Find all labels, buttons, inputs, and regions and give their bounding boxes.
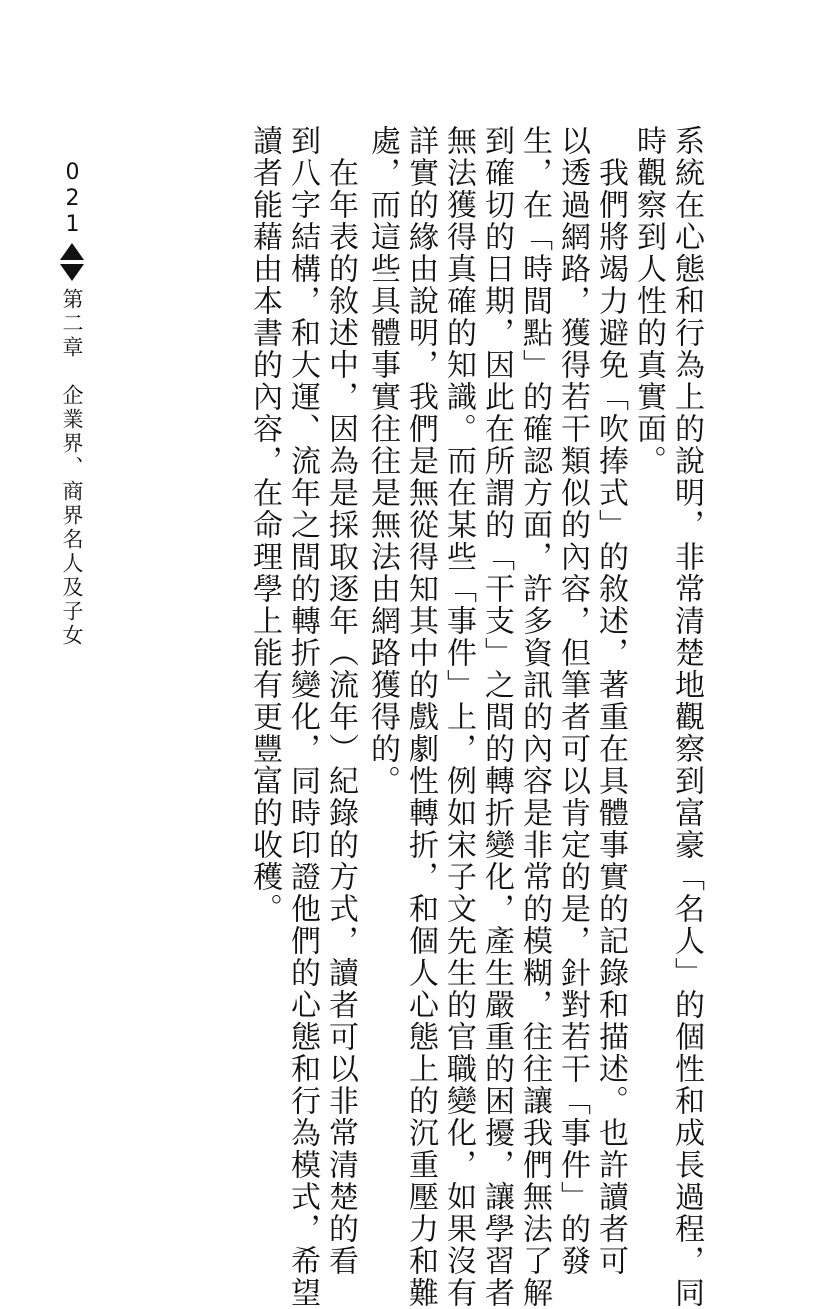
text-column-9: 處，而這些具體事實往往是無法由網路獲得的。 xyxy=(365,125,400,797)
text-column-6: 到確切的日期，因此在所謂的「干支」之間的轉折變化，產生嚴重的困擾，讓學習者 xyxy=(479,125,514,1309)
chapter-title: 第二章 企業界、商界名人及子女 xyxy=(60,288,84,648)
text-column-5: 生，在「時間點」的確認方面，許多資訊的內容是非常的模糊，往往讓我們無法了解 xyxy=(517,125,552,1309)
text-column-7: 無法獲得真確的知識。而在某些「事件」上，例如宋子文先生的官職變化，如果沒有 xyxy=(441,125,476,1309)
text-column-10: 在年表的敘述中，因為是採取逐年（流年）紀錄的方式，讀者可以非常清楚的看 xyxy=(323,125,358,1277)
text-column-8: 詳實的緣由說明，我們是無從得知其中的戲劇性轉折，和個人心態上的沉重壓力和難 xyxy=(403,125,438,1309)
text-column-11: 到八字結構，和大運、流年之間的轉折變化，同時印證他們的心態和行為模式，希望 xyxy=(285,125,320,1309)
text-column-4: 以透過網路，獲得若干類似的內容，但筆者可以肯定的是，針對若干「事件」的發 xyxy=(555,125,590,1277)
diamond-arrow-icon xyxy=(58,242,86,282)
text-column-1: 系統在心態和行為上的說明，非常清楚地觀察到富豪「名人」的個性和成長過程，同 xyxy=(669,125,704,1309)
text-column-2: 時觀察到人性的真實面。 xyxy=(631,125,666,477)
text-column-12: 讀者能藉由本書的內容，在命理學上能有更豐富的收穫。 xyxy=(247,125,282,925)
text-column-3: 我們將竭力避免「吹捧式」的敘述，著重在具體事實的記錄和描述。也許讀者可 xyxy=(593,125,628,1277)
page-number: 021 xyxy=(60,160,85,238)
running-footer xyxy=(52,160,92,648)
